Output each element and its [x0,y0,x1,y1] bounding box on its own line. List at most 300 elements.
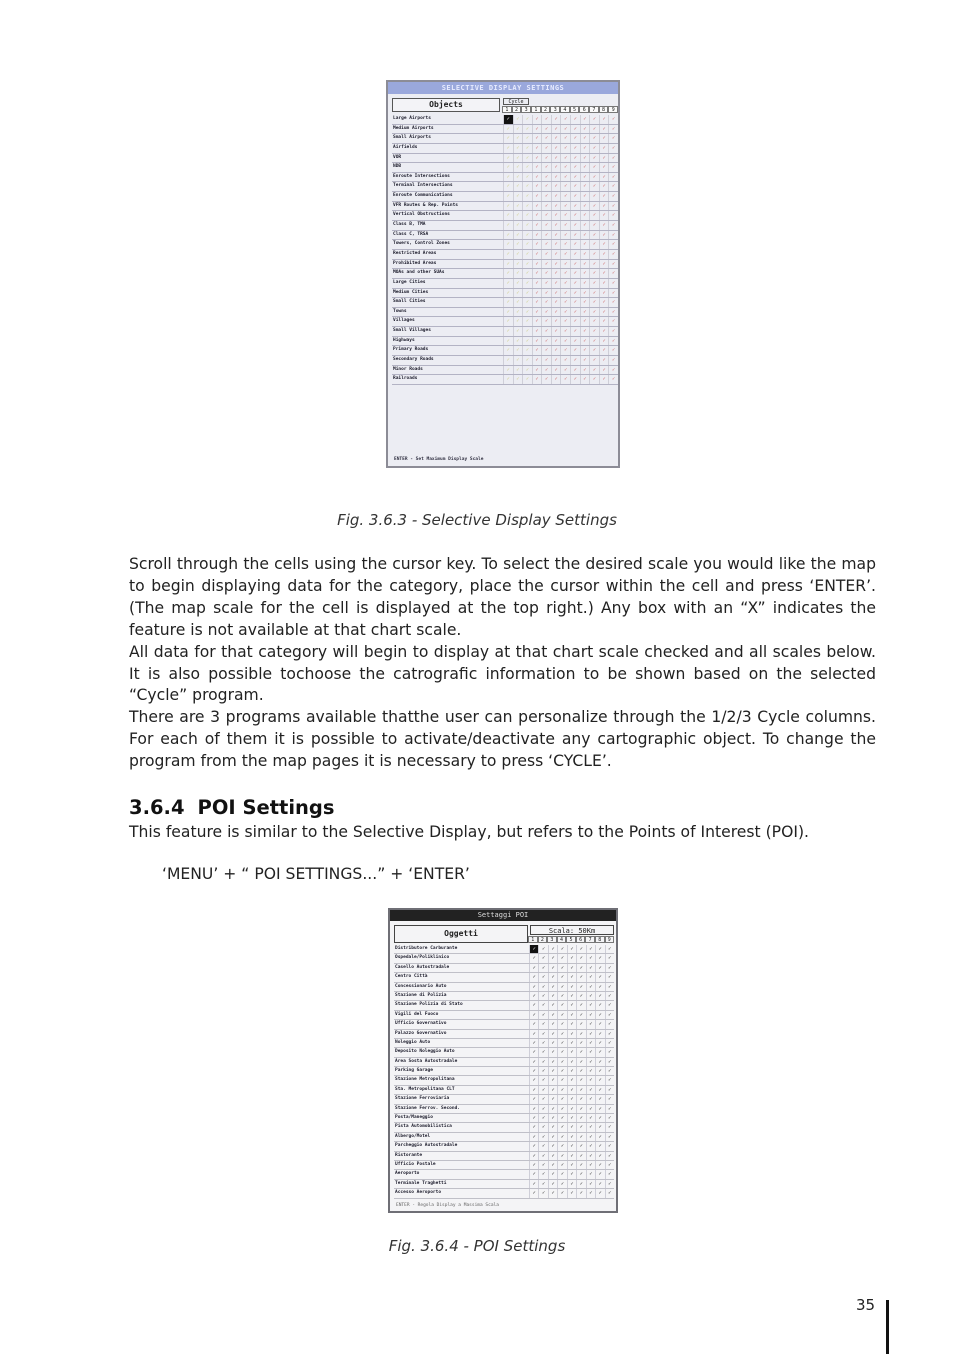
poi-object-cell[interactable]: ✓ [586,1105,595,1113]
display-object-cell[interactable]: ✓ [599,125,609,134]
display-object-cell[interactable]: ✓ [589,154,599,163]
poi-object-cell[interactable]: ✓ [557,973,566,981]
display-object-cell[interactable]: ✓ [541,250,551,259]
display-object-cell[interactable]: ✓ [541,279,551,288]
display-object-cell[interactable]: ✓ [608,289,618,298]
display-object-cell[interactable]: ✓ [580,375,590,384]
poi-object-cell[interactable]: ✓ [529,992,538,1000]
display-object-cell[interactable]: ✓ [532,260,542,269]
display-object-cell[interactable]: ✓ [560,134,570,143]
display-object-cell[interactable]: ✓ [560,250,570,259]
poi-object-cell[interactable]: ✓ [605,1105,614,1113]
poi-object-cell[interactable]: ✓ [595,1020,604,1028]
poi-object-cell[interactable]: ✓ [548,945,557,953]
poi-object-cell[interactable]: ✓ [576,1189,585,1197]
poi-object-cell[interactable]: ✓ [576,1076,585,1084]
display-object-cell[interactable]: ✓ [608,298,618,307]
poi-object-cell[interactable]: ✓ [548,973,557,981]
display-object-cell[interactable]: ✓ [560,163,570,172]
display-object-cell[interactable]: ✓ [560,221,570,230]
poi-object-cell[interactable]: ✓ [538,983,547,991]
display-object-cell[interactable]: ✓ [580,211,590,220]
poi-object-cell[interactable]: ✓ [567,954,576,962]
display-object-cell[interactable]: ✓ [608,308,618,317]
display-object-cell[interactable]: ✓ [541,375,551,384]
poi-object-cell[interactable]: ✓ [557,1067,566,1075]
poi-object-cell[interactable]: ✓ [586,1161,595,1169]
display-object-cell[interactable]: ✓ [522,115,532,124]
poi-object-cell[interactable]: ✓ [595,1011,604,1019]
display-object-cell[interactable]: ✓ [532,231,542,240]
display-object-cell[interactable]: ✓ [560,308,570,317]
display-object-cell[interactable]: ✓ [608,154,618,163]
poi-object-cell[interactable]: ✓ [595,1001,604,1009]
display-object-cell[interactable]: ✓ [599,182,609,191]
poi-object-cell[interactable]: ✓ [605,1180,614,1188]
display-object-cell[interactable]: ✓ [599,231,609,240]
poi-object-cell[interactable]: ✓ [595,1067,604,1075]
display-object-cell[interactable]: ✓ [522,240,532,249]
display-object-cell[interactable]: ✓ [589,182,599,191]
poi-object-cell[interactable]: ✓ [576,964,585,972]
display-object-cell[interactable]: ✓ [560,182,570,191]
poi-object-cell[interactable]: ✓ [605,954,614,962]
display-object-cell[interactable]: ✓ [503,221,513,230]
poi-object-cell[interactable]: ✓ [548,1114,557,1122]
display-object-cell[interactable]: ✓ [532,192,542,201]
display-object-row[interactable] [392,144,618,154]
display-object-cell[interactable]: ✓ [522,356,532,365]
poi-object-cell[interactable]: ✓ [529,1133,538,1141]
display-object-cell[interactable]: ✓ [532,269,542,278]
poi-object-row[interactable] [394,1039,614,1048]
display-object-cell[interactable]: ✓ [589,269,599,278]
display-object-cell[interactable]: ✓ [589,289,599,298]
display-object-cell[interactable]: ✓ [513,144,523,153]
poi-object-cell[interactable]: ✓ [538,1189,547,1197]
poi-object-cell[interactable]: ✓ [529,1011,538,1019]
display-object-cell[interactable]: ✓ [608,317,618,326]
display-object-cell[interactable]: ✓ [560,115,570,124]
display-object-cell[interactable]: ✓ [513,289,523,298]
display-object-cell[interactable]: ✓ [503,327,513,336]
display-object-cell[interactable]: ✓ [608,346,618,355]
display-object-cell[interactable]: ✓ [541,125,551,134]
display-object-cell[interactable]: ✓ [570,192,580,201]
display-object-cell[interactable]: ✓ [532,308,542,317]
display-object-cell[interactable]: ✓ [570,337,580,346]
poi-object-cell[interactable]: ✓ [567,1133,576,1141]
poi-object-cell[interactable]: ✓ [529,1086,538,1094]
display-object-cell[interactable]: ✓ [532,279,542,288]
poi-object-cell[interactable]: ✓ [567,945,576,953]
display-object-cell[interactable]: ✓ [503,144,513,153]
display-object-cell[interactable]: ✓ [522,125,532,134]
display-object-cell[interactable]: ✓ [589,260,599,269]
display-object-cell[interactable]: ✓ [580,192,590,201]
display-object-cell[interactable]: ✓ [580,250,590,259]
poi-object-cell[interactable]: ✓ [538,1058,547,1066]
display-object-cell[interactable]: ✓ [503,182,513,191]
display-object-cell[interactable]: ✓ [580,279,590,288]
poi-object-cell[interactable]: ✓ [538,1067,547,1075]
poi-object-cell[interactable]: ✓ [538,1076,547,1084]
display-object-cell[interactable]: ✓ [551,366,561,375]
display-object-cell[interactable]: ✓ [570,144,580,153]
display-object-cell[interactable]: ✓ [608,260,618,269]
display-object-cell[interactable]: ✓ [560,269,570,278]
display-object-cell[interactable]: ✓ [580,327,590,336]
poi-object-cell[interactable]: ✓ [538,1001,547,1009]
display-object-cell[interactable]: ✓ [599,240,609,249]
poi-object-cell[interactable]: ✓ [548,1180,557,1188]
display-object-cell[interactable]: ✓ [522,202,532,211]
display-object-cell[interactable]: ✓ [541,327,551,336]
poi-object-cell[interactable]: ✓ [548,1142,557,1150]
poi-object-cell[interactable]: ✓ [548,1170,557,1178]
display-object-cell[interactable]: ✓ [589,250,599,259]
display-object-cell[interactable]: ✓ [541,366,551,375]
poi-object-cell[interactable]: ✓ [576,983,585,991]
poi-object-cell[interactable]: ✓ [586,1152,595,1160]
poi-object-cell[interactable]: ✓ [576,973,585,981]
display-object-cell[interactable]: ✓ [522,327,532,336]
display-object-cell[interactable]: ✓ [522,346,532,355]
poi-object-cell[interactable]: ✓ [548,954,557,962]
display-object-cell[interactable]: ✓ [589,115,599,124]
poi-object-cell[interactable]: ✓ [586,983,595,991]
poi-object-cell[interactable]: ✓ [557,1095,566,1103]
display-object-cell[interactable]: ✓ [570,260,580,269]
poi-object-cell[interactable]: ✓ [595,945,604,953]
display-object-cell[interactable]: ✓ [580,125,590,134]
poi-object-cell[interactable]: ✓ [529,1142,538,1150]
display-object-cell[interactable]: ✓ [532,317,542,326]
poi-object-cell[interactable]: ✓ [567,1086,576,1094]
display-object-cell[interactable]: ✓ [551,240,561,249]
poi-object-cell[interactable]: ✓ [557,1123,566,1131]
display-object-cell[interactable]: ✓ [589,375,599,384]
display-object-cell[interactable]: ✓ [589,317,599,326]
poi-object-row[interactable] [394,983,614,992]
poi-object-row[interactable] [394,1030,614,1039]
poi-object-cell[interactable]: ✓ [557,1001,566,1009]
display-object-cell[interactable]: ✓ [570,115,580,124]
display-object-cell[interactable]: ✓ [551,192,561,201]
display-object-cell[interactable]: ✓ [580,163,590,172]
poi-object-cell[interactable]: ✓ [538,1020,547,1028]
display-object-row[interactable] [392,134,618,144]
poi-object-cell[interactable]: ✓ [529,1152,538,1160]
display-object-cell[interactable]: ✓ [599,163,609,172]
display-object-cell[interactable]: ✓ [599,250,609,259]
poi-object-row[interactable] [394,992,614,1001]
display-object-cell[interactable]: ✓ [541,144,551,153]
poi-object-cell[interactable]: ✓ [538,1095,547,1103]
poi-object-cell[interactable]: ✓ [567,1114,576,1122]
display-object-cell[interactable]: ✓ [532,366,542,375]
display-object-cell[interactable]: ✓ [551,346,561,355]
display-object-cell[interactable]: ✓ [560,375,570,384]
poi-object-cell[interactable]: ✓ [538,1161,547,1169]
display-object-cell[interactable]: ✓ [560,279,570,288]
display-object-cell[interactable]: ✓ [551,337,561,346]
poi-object-cell[interactable]: ✓ [595,1161,604,1169]
poi-object-cell[interactable]: ✓ [538,1114,547,1122]
display-object-cell[interactable]: ✓ [570,202,580,211]
poi-object-row[interactable] [394,1086,614,1095]
display-object-cell[interactable]: ✓ [541,202,551,211]
poi-object-cell[interactable]: ✓ [605,1067,614,1075]
display-object-cell[interactable]: ✓ [522,289,532,298]
display-object-cell[interactable]: ✓ [522,269,532,278]
poi-object-row[interactable] [394,1095,614,1104]
poi-object-cell[interactable]: ✓ [586,1030,595,1038]
poi-object-row[interactable] [394,1048,614,1057]
poi-object-cell[interactable]: ✓ [538,1105,547,1113]
display-object-cell[interactable]: ✓ [608,279,618,288]
display-object-cell[interactable]: ✓ [608,144,618,153]
poi-object-cell[interactable]: ✓ [548,1067,557,1075]
display-object-cell[interactable]: ✓ [513,279,523,288]
display-object-cell[interactable]: ✓ [570,182,580,191]
poi-object-cell[interactable]: ✓ [605,1152,614,1160]
display-object-cell[interactable]: ✓ [513,260,523,269]
display-object-cell[interactable]: ✓ [560,211,570,220]
poi-object-cell[interactable]: ✓ [538,973,547,981]
display-object-cell[interactable]: ✓ [608,202,618,211]
display-object-cell[interactable]: ✓ [608,211,618,220]
poi-object-cell[interactable]: ✓ [605,983,614,991]
poi-object-cell[interactable]: ✓ [586,1076,595,1084]
display-object-cell[interactable]: ✓ [522,279,532,288]
display-object-cell[interactable]: ✓ [570,366,580,375]
display-object-cell[interactable]: ✓ [513,240,523,249]
poi-object-cell[interactable]: ✓ [595,1105,604,1113]
display-object-row[interactable] [392,317,618,327]
display-object-cell[interactable]: ✓ [570,327,580,336]
display-object-row[interactable] [392,356,618,366]
poi-object-cell[interactable]: ✓ [586,964,595,972]
display-object-cell[interactable]: ✓ [541,317,551,326]
display-object-cell[interactable]: ✓ [599,298,609,307]
poi-object-cell[interactable]: ✓ [586,1142,595,1150]
display-object-cell[interactable]: ✓ [608,337,618,346]
display-object-cell[interactable]: ✓ [522,163,532,172]
poi-object-cell[interactable]: ✓ [595,1180,604,1188]
display-object-row[interactable] [392,221,618,231]
display-object-cell[interactable]: ✓ [599,144,609,153]
poi-object-cell[interactable]: ✓ [576,1142,585,1150]
display-object-cell[interactable]: ✓ [580,356,590,365]
display-object-cell[interactable]: ✓ [532,240,542,249]
display-object-cell[interactable]: ✓ [570,308,580,317]
poi-object-cell[interactable]: ✓ [548,983,557,991]
poi-object-cell[interactable]: ✓ [567,1039,576,1047]
poi-object-cell[interactable]: ✓ [567,1142,576,1150]
display-object-cell[interactable]: ✓ [608,240,618,249]
display-object-cell[interactable]: ✓ [580,269,590,278]
display-object-cell[interactable]: ✓ [589,211,599,220]
display-object-cell[interactable]: ✓ [608,250,618,259]
display-object-cell[interactable]: ✓ [580,298,590,307]
display-object-cell[interactable]: ✓ [599,192,609,201]
display-object-cell[interactable]: ✓ [551,202,561,211]
poi-object-cell[interactable]: ✓ [529,954,538,962]
display-object-cell[interactable]: ✓ [541,211,551,220]
display-object-cell[interactable]: ✓ [503,375,513,384]
display-object-cell[interactable]: ✓ [560,231,570,240]
poi-object-cell[interactable]: ✓ [538,1142,547,1150]
poi-object-cell[interactable]: ✓ [605,992,614,1000]
display-object-cell[interactable]: ✓ [541,231,551,240]
display-object-cell[interactable]: ✓ [532,375,542,384]
poi-object-cell[interactable]: ✓ [529,1180,538,1188]
display-object-cell[interactable]: ✓ [551,231,561,240]
display-object-cell[interactable]: ✓ [532,298,542,307]
display-object-cell[interactable]: ✓ [589,279,599,288]
poi-object-row[interactable] [394,1020,614,1029]
display-object-row[interactable] [392,115,618,125]
poi-object-row[interactable] [394,1180,614,1189]
poi-object-cell[interactable]: ✓ [567,1001,576,1009]
poi-object-cell[interactable]: ✓ [586,1170,595,1178]
poi-object-cell[interactable]: ✓ [576,1133,585,1141]
poi-object-cell[interactable]: ✓ [548,1095,557,1103]
display-object-cell[interactable]: ✓ [541,308,551,317]
poi-object-cell[interactable]: ✓ [529,1123,538,1131]
poi-object-cell[interactable]: ✓ [595,1030,604,1038]
display-object-cell[interactable]: ✓ [580,182,590,191]
poi-object-cell[interactable]: ✓ [576,1048,585,1056]
poi-object-row[interactable] [394,1142,614,1151]
display-object-row[interactable] [392,182,618,192]
display-object-cell[interactable]: ✓ [503,211,513,220]
display-object-cell[interactable]: ✓ [513,298,523,307]
poi-object-cell[interactable]: ✓ [605,1020,614,1028]
poi-object-cell[interactable]: ✓ [576,992,585,1000]
display-object-cell[interactable]: ✓ [503,356,513,365]
poi-object-cell[interactable]: ✓ [576,1114,585,1122]
display-object-cell[interactable]: ✓ [522,375,532,384]
display-object-row[interactable] [392,231,618,241]
display-object-row[interactable] [392,279,618,289]
display-object-cell[interactable]: ✓ [551,211,561,220]
poi-object-cell[interactable]: ✓ [567,1123,576,1131]
display-object-row[interactable] [392,308,618,318]
display-object-cell[interactable]: ✓ [532,173,542,182]
poi-object-cell[interactable]: ✓ [557,1030,566,1038]
poi-object-cell[interactable]: ✓ [557,1048,566,1056]
poi-object-cell[interactable]: ✓ [605,1170,614,1178]
display-object-cell[interactable]: ✓ [570,125,580,134]
poi-object-row[interactable] [394,973,614,982]
poi-object-cell[interactable]: ✓ [576,1011,585,1019]
display-object-cell[interactable]: ✓ [560,154,570,163]
poi-object-cell[interactable]: ✓ [595,1095,604,1103]
display-object-cell[interactable]: ✓ [541,260,551,269]
poi-object-cell[interactable]: ✓ [538,1048,547,1056]
poi-object-cell[interactable]: ✓ [586,954,595,962]
display-object-cell[interactable]: ✓ [503,173,513,182]
poi-object-cell[interactable]: ✓ [529,1030,538,1038]
poi-object-cell[interactable]: ✓ [576,1086,585,1094]
poi-object-cell[interactable]: ✓ [595,964,604,972]
poi-object-cell[interactable]: ✓ [548,1189,557,1197]
display-object-cell[interactable]: ✓ [580,221,590,230]
display-object-cell[interactable]: ✓ [503,337,513,346]
poi-object-cell[interactable]: ✓ [605,1048,614,1056]
display-object-cell[interactable]: ✓ [570,269,580,278]
display-object-cell[interactable]: ✓ [503,250,513,259]
poi-object-cell[interactable]: ✓ [595,1076,604,1084]
poi-object-cell[interactable]: ✓ [548,1039,557,1047]
poi-object-cell[interactable]: ✓ [586,1114,595,1122]
poi-object-cell[interactable]: ✓ [538,954,547,962]
display-object-cell[interactable]: ✓ [570,298,580,307]
display-object-cell[interactable]: ✓ [560,173,570,182]
poi-object-cell[interactable]: ✓ [538,1039,547,1047]
display-object-cell[interactable]: ✓ [503,125,513,134]
poi-object-cell[interactable]: ✓ [576,1180,585,1188]
display-object-cell[interactable]: ✓ [599,260,609,269]
poi-object-cell[interactable]: ✓ [595,954,604,962]
display-object-cell[interactable]: ✓ [580,308,590,317]
poi-object-cell[interactable]: ✓ [586,1020,595,1028]
display-object-cell[interactable]: ✓ [513,154,523,163]
poi-object-cell[interactable]: ✓ [557,964,566,972]
display-object-cell[interactable]: ✓ [503,346,513,355]
display-object-cell[interactable]: ✓ [560,202,570,211]
poi-object-cell[interactable]: ✓ [548,1020,557,1028]
poi-object-cell[interactable]: ✓ [529,1114,538,1122]
display-object-cell[interactable]: ✓ [532,202,542,211]
display-object-cell[interactable]: ✓ [541,192,551,201]
poi-object-cell[interactable]: ✓ [557,992,566,1000]
poi-object-cell[interactable]: ✓ [567,1105,576,1113]
display-object-cell[interactable]: ✓ [551,144,561,153]
poi-object-cell[interactable]: ✓ [557,983,566,991]
display-object-cell[interactable]: ✓ [541,134,551,143]
poi-object-cell[interactable]: ✓ [557,1058,566,1066]
poi-object-cell[interactable]: ✓ [557,1133,566,1141]
poi-object-cell[interactable]: ✓ [557,954,566,962]
poi-object-cell[interactable]: ✓ [557,1020,566,1028]
poi-object-cell[interactable]: ✓ [567,964,576,972]
display-object-cell[interactable]: ✓ [570,134,580,143]
display-object-row[interactable] [392,250,618,260]
poi-object-cell[interactable]: ✓ [557,1011,566,1019]
display-object-cell[interactable]: ✓ [503,115,513,124]
poi-object-cell[interactable]: ✓ [586,973,595,981]
display-object-cell[interactable]: ✓ [532,163,542,172]
display-object-cell[interactable]: ✓ [522,154,532,163]
display-object-cell[interactable]: ✓ [599,308,609,317]
display-object-cell[interactable]: ✓ [513,125,523,134]
display-object-cell[interactable]: ✓ [580,289,590,298]
display-object-row[interactable] [392,346,618,356]
display-object-cell[interactable]: ✓ [551,375,561,384]
display-object-cell[interactable]: ✓ [522,366,532,375]
display-object-cell[interactable]: ✓ [560,327,570,336]
poi-object-cell[interactable]: ✓ [529,1039,538,1047]
poi-object-row[interactable] [394,1001,614,1010]
poi-object-cell[interactable]: ✓ [605,945,614,953]
poi-object-cell[interactable]: ✓ [529,1048,538,1056]
poi-object-cell[interactable]: ✓ [605,1030,614,1038]
poi-object-cell[interactable]: ✓ [576,1152,585,1160]
display-object-cell[interactable]: ✓ [503,298,513,307]
